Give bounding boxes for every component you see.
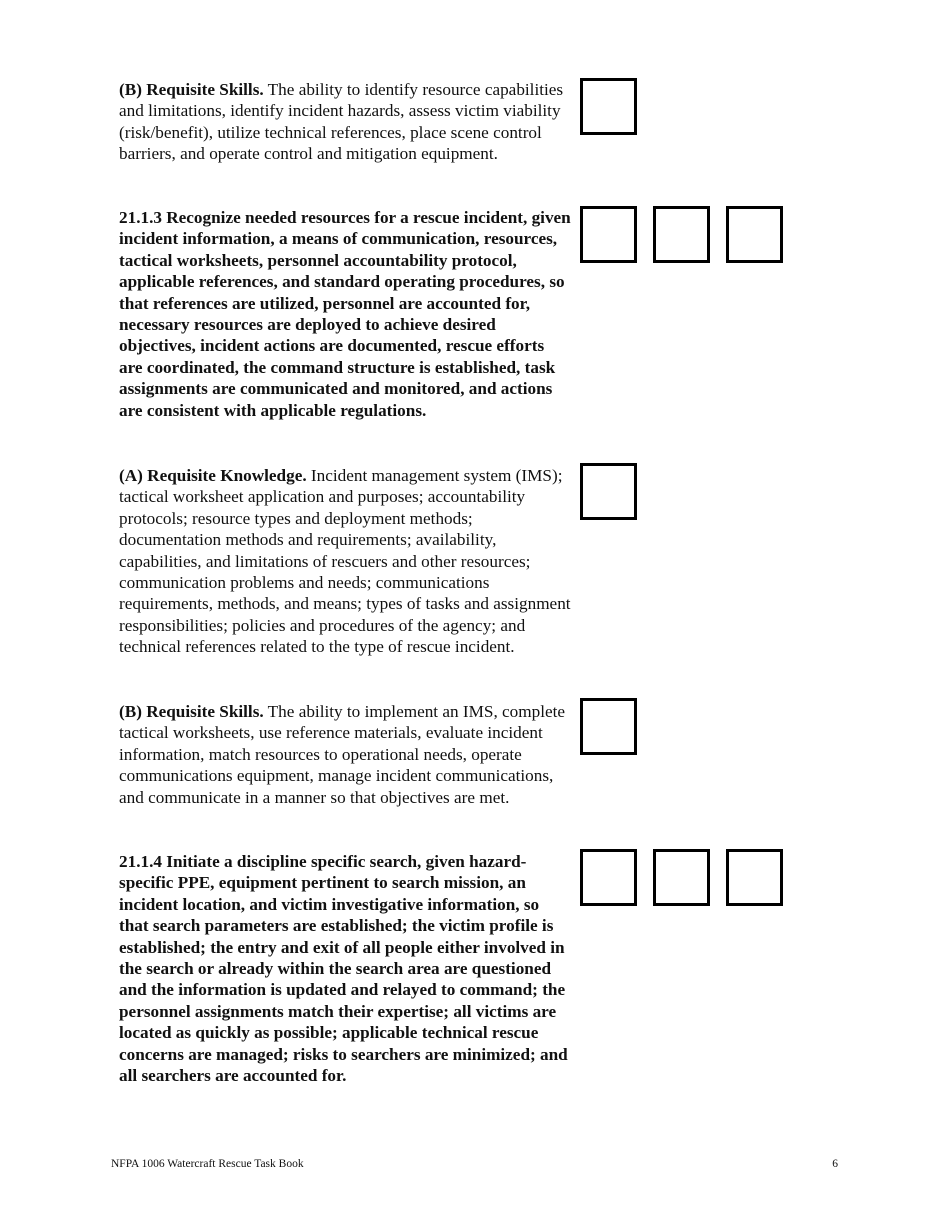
requisite-skills-paragraph-2 [119,701,571,808]
objective-text: 21.1.4 Initiate a discipline specific search, given hazard-specific PPE, equipment pertinent to search mission, an incident location, and victim investigative information, so that search parameters are established; the victim profile is established; the entry and exit of all people either involved in the search or already within the search area are questioned and the information is updated and relayed to command; the personnel assignments match their expertise; all victims are located as quickly as possible; applicable technical rescue concerns are managed; risks to searchers are minimized; and all searchers are accounted for. [119,852,568,1086]
page-number: 6 [832,1158,838,1170]
signoff-box[interactable] [726,849,783,906]
signoff-box[interactable] [653,849,710,906]
objective-21-1-4 [119,851,571,1086]
checkbox-group-4 [580,698,653,755]
signoff-box[interactable] [580,78,637,135]
checkbox-group-2 [580,206,799,263]
checkbox-group-5 [580,849,799,906]
signoff-box[interactable] [580,698,637,755]
paragraph-text: The ability to implement an IMS, complete tactical worksheets, use reference materials, evaluate incident information, match resources to operational needs, operate communications equipment, manage incident communications, and communicate in a manner so that objectives are met. [119,702,566,807]
signoff-box[interactable] [580,849,637,906]
paragraph-text: Incident management system (IMS); tactical worksheet application and purposes; accountability protocols; resource types and deployment methods; documentation methods and requirements; availability, capabilities, and limitations of rescuers and other resources; communication problems and needs; communications requirements, methods, and means; types of tasks and assignment responsibilities; policies and procedures of the agency; and technical references related to the type of rescue incident. [119,466,571,657]
footer-title: NFPA 1006 Watercraft Rescue Task Book [111,1158,304,1170]
paragraph-lead: (B) Requisite Skills. [119,702,264,721]
signoff-box[interactable] [580,206,637,263]
requisite-knowledge-paragraph [119,465,571,658]
requisite-skills-paragraph-1 [119,79,571,165]
paragraph-lead: (B) Requisite Skills. [119,80,264,99]
signoff-box[interactable] [726,206,783,263]
signoff-box[interactable] [653,206,710,263]
objective-text: 21.1.3 Recognize needed resources for a rescue incident, given incident information, a means of communication, resources, tactical worksheets, personnel accountability protocol, applicable references, and standard operating procedures, so that references are utilized, personnel are accounted for, necessary resources are deployed to achieve desired objectives, incident actions are documented, rescue efforts are coordinated, the command structure is established, task assignments are communicated and monitored, and actions are consistent with applicable regulations. [119,208,571,420]
paragraph-lead: (A) Requisite Knowledge. [119,466,307,485]
objective-21-1-3 [119,207,571,421]
paragraph-text: The ability to identify resource capabilities and limitations, identify incident hazards, assess victim viability (risk/benefit), utilize technical references, place scene control barriers, and operate control and mitigation equipment. [119,80,564,164]
checkbox-group-1 [580,78,653,135]
signoff-box[interactable] [580,463,637,520]
checkbox-group-3 [580,463,653,520]
